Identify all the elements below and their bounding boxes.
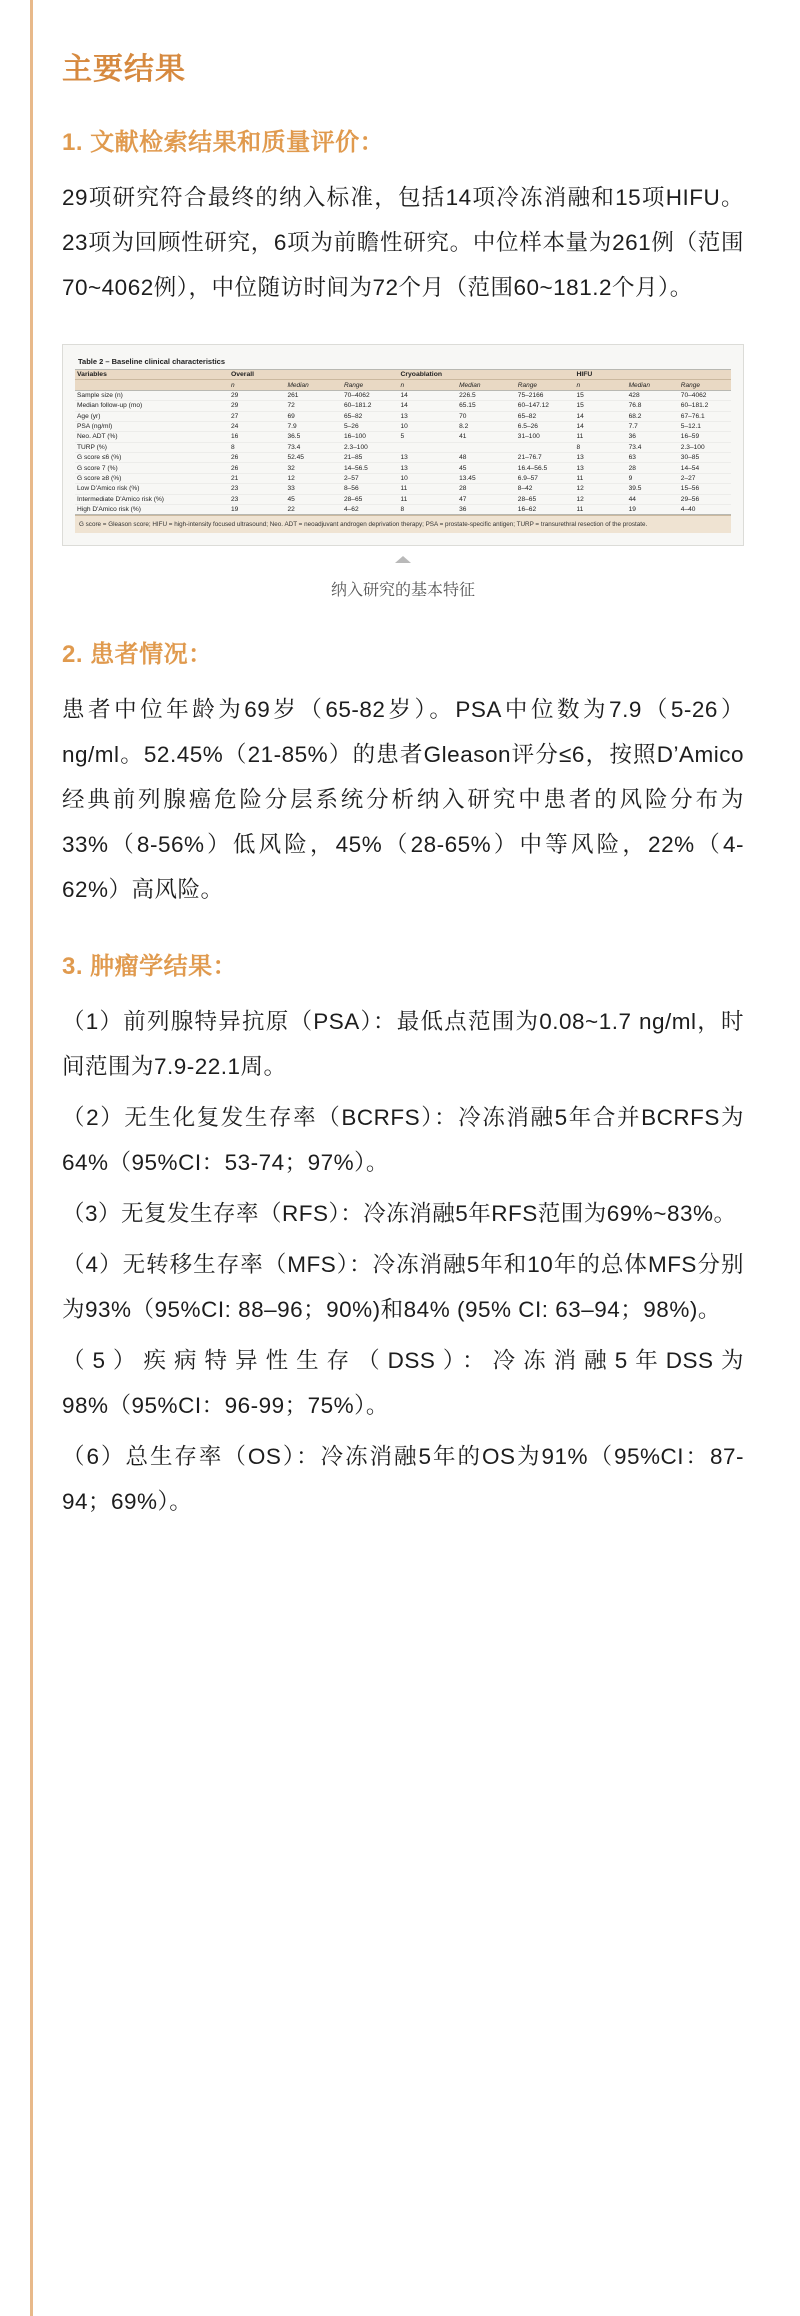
cell: 2.3–100 [342,442,399,452]
cell: 32 [285,463,342,473]
cell: 14 [398,401,457,411]
cell: 65–82 [342,411,399,421]
cell: G score 7 (%) [75,463,229,473]
cell: 11 [574,432,626,442]
cell: 65.15 [457,401,516,411]
sub-header-6: Range [516,380,575,390]
cell: 65–82 [516,411,575,421]
cell: 28–65 [516,494,575,504]
cell: 26 [229,453,286,463]
cell: 72 [285,401,342,411]
cell: 16–100 [342,432,399,442]
cell: 8 [398,504,457,514]
cell: 7.7 [627,421,679,431]
cell: 16.4–56.5 [516,463,575,473]
cell [398,442,457,452]
cell: 11 [398,484,457,494]
cell: 226.5 [457,390,516,400]
section-3-paragraph-3: （3）无复发生存率（RFS）：冷冻消融5年RFS范围为69%~83%。 [62,1201,737,1227]
section-heading-1: 1. 文献检索结果和质量评价： [62,129,385,156]
group-header-hifu: HIFU [574,370,731,380]
cell: 15 [574,390,626,400]
cell: Sample size (n) [75,390,229,400]
cell: 13 [574,463,626,473]
cell: 5–26 [342,421,399,431]
cell: 13 [398,411,457,421]
sub-header-8: Median [627,380,679,390]
cell [457,442,516,452]
cell: 36.5 [285,432,342,442]
cell: 13.45 [457,473,516,483]
cell: Neo. ADT (%) [75,432,229,442]
group-header-overall: Overall [229,370,399,380]
table-row [75,494,731,504]
cell: 14 [574,411,626,421]
cell: 2–57 [342,473,399,483]
cell: 23 [229,494,286,504]
cell: 8–56 [342,484,399,494]
cell: 13 [398,463,457,473]
cell: 29 [229,401,286,411]
cell: 60–181.2 [342,401,399,411]
table-row [75,473,731,483]
cell: 8 [229,442,286,452]
cell: 73.4 [285,442,342,452]
cell: 24 [229,421,286,431]
cell: 16–59 [679,432,731,442]
table-row [75,463,731,473]
section-3-paragraph-4: （4）无转移生存率（MFS）：冷冻消融5年和10年的总体MFS分别为93%（95%CI: 88–96；90%)和84% (95% CI: 63–94；98%)。 [62,1252,744,1323]
cell: 70–4062 [342,390,399,400]
cell: 8.2 [457,421,516,431]
cell: 14 [574,421,626,431]
cell: 16 [229,432,286,442]
cell: 5 [398,432,457,442]
cell: 12 [574,484,626,494]
cell: 11 [398,494,457,504]
sub-header-7: n [574,380,626,390]
cell: 52.45 [285,453,342,463]
table-sub-header-row [75,380,731,390]
cell: 21–76.7 [516,453,575,463]
cell: 19 [627,504,679,514]
cell: 4–40 [679,504,731,514]
cell: 33 [285,484,342,494]
cell: 6.5–26 [516,421,575,431]
cell: 2.3–100 [679,442,731,452]
table-row [75,504,731,514]
sub-header-2: Median [285,380,342,390]
table-row [75,411,731,421]
cell: 12 [574,494,626,504]
cell: 13 [574,453,626,463]
figure-caption: 纳入研究的基本特征 [330,582,475,600]
group-header-variables: Variables [75,370,229,380]
cell: 63 [627,453,679,463]
section-3-paragraph-2: （2）无生化复发生存率（BCRFS）：冷冻消融5年合并BCRFS为64%（95%CI：53-74；97%）。 [62,1105,744,1176]
sub-header-1: n [229,380,286,390]
cell: 28 [627,463,679,473]
table-row [75,390,731,400]
table-group-header-row [75,370,731,380]
cell: G score ≤6 (%) [75,453,229,463]
cell: 48 [457,453,516,463]
cell: 60–181.2 [679,401,731,411]
cell: Low D'Amico risk (%) [75,484,229,494]
cell: 22 [285,504,342,514]
table-row [75,432,731,442]
cell: Age (yr) [75,411,229,421]
cell: 6.9–57 [516,473,575,483]
cell: 30–85 [679,453,731,463]
sub-header-5: Median [457,380,516,390]
table-card [62,344,744,546]
cell: 60–147.12 [516,401,575,411]
cell: 11 [574,504,626,514]
cell: 14–56.5 [342,463,399,473]
section-3-paragraph-1: （1）前列腺特异抗原（PSA）：最低点范围为0.08~1.7 ng/ml，时间范围为7.9-22.1周。 [62,1009,744,1080]
cell: 68.2 [627,411,679,421]
section-3-paragraph-5: （5）疾病特异性生存（DSS）：冷冻消融5年DSS为98%（95%CI：96-99；75%）。 [62,1348,744,1419]
cell: 70 [457,411,516,421]
cell: 8 [574,442,626,452]
left-accent-rule [30,0,33,2316]
table-title: Table 2 – Baseline clinical characteristics [75,355,731,370]
cell: Intermediate D'Amico risk (%) [75,494,229,504]
cell: 261 [285,390,342,400]
cell: 69 [285,411,342,421]
cell: 67–76.1 [679,411,731,421]
cell: 70–4062 [679,390,731,400]
cell: 41 [457,432,516,442]
cell: 75–2166 [516,390,575,400]
cell: TURP (%) [75,442,229,452]
section-heading-2: 2. 患者情况： [62,641,213,669]
cell: Median follow-up (mo) [75,401,229,411]
page-title: 主要结果 [62,53,186,86]
cell: 14 [398,390,457,400]
cell: 29 [229,390,286,400]
section-3-paragraph-6: （6）总生存率（OS）：冷冻消融5年的OS为91%（95%CI：87-94；69%）。 [62,1444,744,1515]
cell: 45 [285,494,342,504]
cell: 4–62 [342,504,399,514]
cell: 47 [457,494,516,504]
cell: 31–100 [516,432,575,442]
cell: 36 [627,432,679,442]
cell: 15 [574,401,626,411]
cell: 10 [398,473,457,483]
section-1-paragraph-1: 29项研究符合最终的纳入标准，包括14项冷冻消融和15项HIFU。23项为回顾性研究，6项为前瞻性研究。中位样本量为261例（范围70~4062例），中位随访时间为72个月（范围60~181.2个月）。 [62,185,744,300]
cell: 19 [229,504,286,514]
cell: 39.5 [627,484,679,494]
table-row [75,442,731,452]
cell: 11 [574,473,626,483]
cell [516,442,575,452]
figure-baseline-characteristics [62,344,744,600]
cell: 16–62 [516,504,575,514]
cell: 5–12.1 [679,421,731,431]
cell: 21–85 [342,453,399,463]
cell: High D'Amico risk (%) [75,504,229,514]
cell: 428 [627,390,679,400]
cell: 76.8 [627,401,679,411]
cell: 44 [627,494,679,504]
cell: 28 [457,484,516,494]
table-footnote: G score = Gleason score; HIFU = high-intensity focused ultrasound; Neo. ADT = neoadjuvant androgen deprivation therapy; PSA = prostate-specific antigen; TURP = transurethral resection of the prostate. [75,515,731,533]
cell: 36 [457,504,516,514]
table-row [75,401,731,411]
cell: 14–54 [679,463,731,473]
cell: 7.9 [285,421,342,431]
table-row [75,453,731,463]
cell: 45 [457,463,516,473]
sub-header-4: n [398,380,457,390]
section-heading-3: 3. 肿瘤学结果： [62,953,238,981]
cell: 8–42 [516,484,575,494]
section-2-paragraph-1: 患者中位年龄为69岁（65-82岁）。PSA中位数为7.9（5-26）ng/ml。52.45%（21-85%）的患者Gleason评分≤6，按照D’Amico经典前列腺癌危险分层系统分析纳入研究中患者的风险分布为33%（8-56%）低风险，45%（28-65%）中等风险，22%（4-62%）高风险。 [62,697,744,903]
cell: 15–56 [679,484,731,494]
cell: 26 [229,463,286,473]
table-row [75,421,731,431]
figure-marker-icon [395,556,411,563]
cell: 10 [398,421,457,431]
cell: 28–65 [342,494,399,504]
sub-header-9: Range [679,380,731,390]
cell: 27 [229,411,286,421]
cell: 29–56 [679,494,731,504]
cell: 9 [627,473,679,483]
cell: 2–27 [679,473,731,483]
cell: G score ≥8 (%) [75,473,229,483]
cell: PSA (ng/ml) [75,421,229,431]
cell: 13 [398,453,457,463]
cell: 21 [229,473,286,483]
group-header-cryoablation: Cryoablation [398,370,574,380]
sub-header-3: Range [342,380,399,390]
cell: 23 [229,484,286,494]
table-body [75,390,731,515]
sub-header-0 [75,380,229,390]
table-row [75,484,731,494]
cell: 73.4 [627,442,679,452]
baseline-characteristics-table [75,370,731,515]
cell: 12 [285,473,342,483]
